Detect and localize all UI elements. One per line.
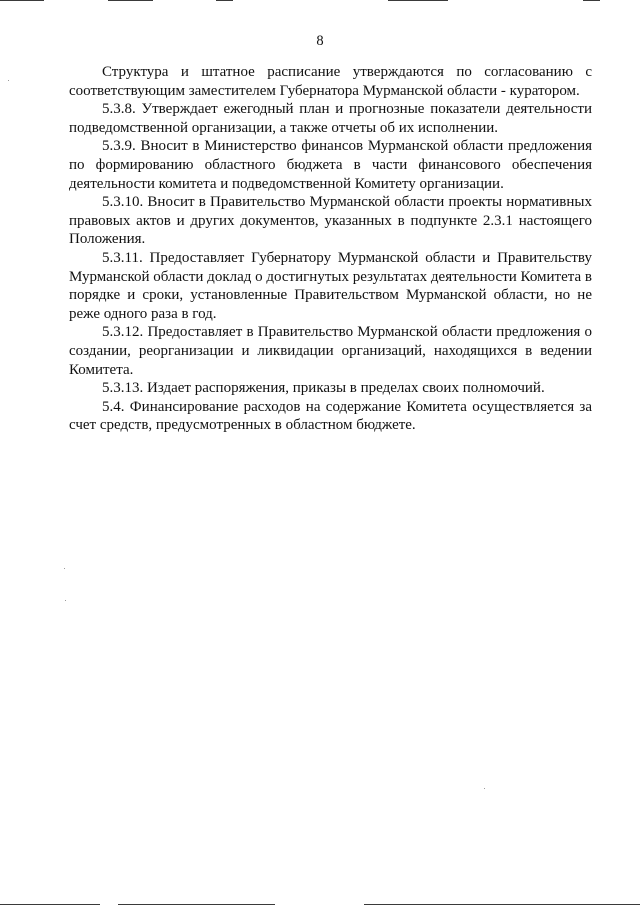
paragraph-5-3-11: 5.3.11. Предоставляет Губернатору Мурманской области и Правительству Мурманской области доклад о достигнутых результатах деятельности Комитета в порядке и сроки, установленные Правительством Мурманской области, но не реже одного раза в год. <box>69 249 592 322</box>
paragraph-5-3-12: 5.3.12. Предоставляет в Правительство Мурманской области предложения о создании, реорганизации и ликвидации организаций, находящихся в ведении Комитета. <box>69 324 592 378</box>
scan-edge-line <box>583 0 600 1</box>
paragraph-5-3-9: 5.3.9. Вносит в Министерство финансов Мурманской области предложения по формированию областного бюджета в части финансового обеспечения деятельности комитета и подведомственной Комитету организации. <box>69 138 592 192</box>
scan-speck <box>64 568 65 569</box>
paragraph-5-3-13: 5.3.13. Издает распоряжения, приказы в пределах своих полномочий. <box>102 380 545 397</box>
scan-speck <box>484 788 485 789</box>
paragraph-5-4: 5.4. Финансирование расходов на содержание Комитета осуществляется за счет средств, предусмотренных в областном бюджете. <box>69 398 592 434</box>
paragraph-5-3-10: 5.3.10. Вносит в Правительство Мурманской области проекты нормативных правовых актов и других документов, указанных в подпункте 2.3.1 настоящего Положения. <box>69 194 592 248</box>
page-number: 8 <box>316 33 324 49</box>
scan-edge-line <box>216 0 233 1</box>
scan-speck <box>65 600 66 601</box>
scan-edge-line <box>388 0 448 1</box>
scan-speck <box>8 80 9 81</box>
paragraph-staffing: Структура и штатное расписание утверждаются по согласованию с соответствующим заместителем Губернатора Мурманской области - куратором. <box>69 64 592 99</box>
scan-edge-line <box>0 0 44 1</box>
document-body <box>69 63 592 435</box>
scan-edge-line <box>108 0 153 1</box>
paragraph-5-3-8: 5.3.8. Утверждает ежегодный план и прогнозные показатели деятельности подведомственной организации, а также отчеты об их исполнении. <box>69 101 592 136</box>
